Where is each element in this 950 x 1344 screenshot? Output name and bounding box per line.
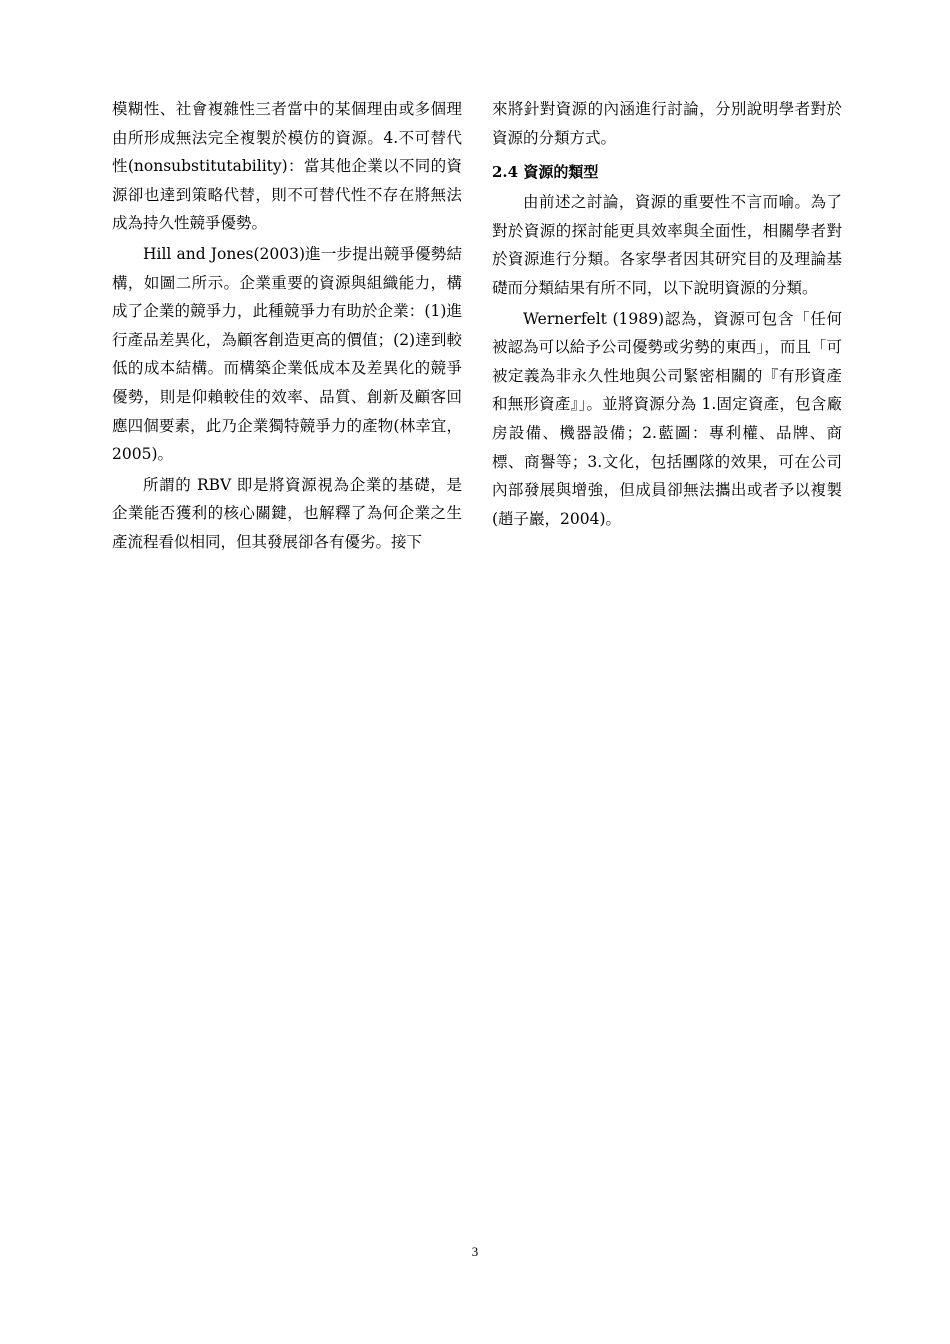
paragraph-hill-jones: Hill and Jones(2003)進一步提出競爭優勢結構，如圖二所示。企業重要的資源與組織能力，構成了企業的競爭力，此種競爭力有助於企業：(1)進行產品差異化，為顧客創造更高的價值；(2)達到較低的成本結構。而構築企業低成本及差異化的競爭優勢，則是仰賴較佳的效率、品質、創新及顧客回應四個要素，此乃企業獨特競爭力的產物(林幸宜，2005)。 [112, 244, 462, 464]
right-column [492, 95, 842, 533]
paragraph-resource-importance: 由前述之討論，資源的重要性不言而喻。為了對於資源的探討能更具效率與全面性，相關學者對於資源進行分類。各家學者因其研究目的及理論基礎而分類結果有所不同，以下說明資源的分類。 [492, 193, 842, 297]
paragraph-continuation: 模糊性、社會複雜性三者當中的某個理由或多個理由所形成無法完全複製於模仿的資源。4.不可替代性(nonsubstitutability)：當其他企業以不同的資源卻也達到策略代替，則不可替代性不存在將無法成為持久性競爭優勢。 [112, 100, 462, 233]
paragraph-continuation-right: 來將針對資源的內涵進行討論，分別說明學者對於資源的分類方式。 [492, 100, 842, 147]
paragraph-rbv: 所謂的 RBV 即是將資源視為企業的基礎，是企業能否獲利的核心關鍵，也解釋了為何企業之生產流程看似相同，但其發展卻各有優劣。接下 [112, 475, 462, 551]
left-column [112, 95, 462, 557]
page-number: 3 [471, 1244, 479, 1259]
paragraph-wernerfelt: Wernerfelt (1989)認為，資源可包含「任何被認為可以給予公司優勢或劣勢的東西」，而且「可被定義為非永久性地與公司緊密相關的『有形資產和無形資產』」。並將資源分為 1.固定資產，包含廠房設備、機器設備；2.藍圖：專利權、品牌、商標、商譽等；3.文化，包括團隊的效果，可在公司內部發展與增強，但成員卻無法攜出或者予以複製(趙子巖，2004)。 [492, 309, 842, 528]
section-heading: 2.4 資源的類型 [492, 163, 599, 182]
